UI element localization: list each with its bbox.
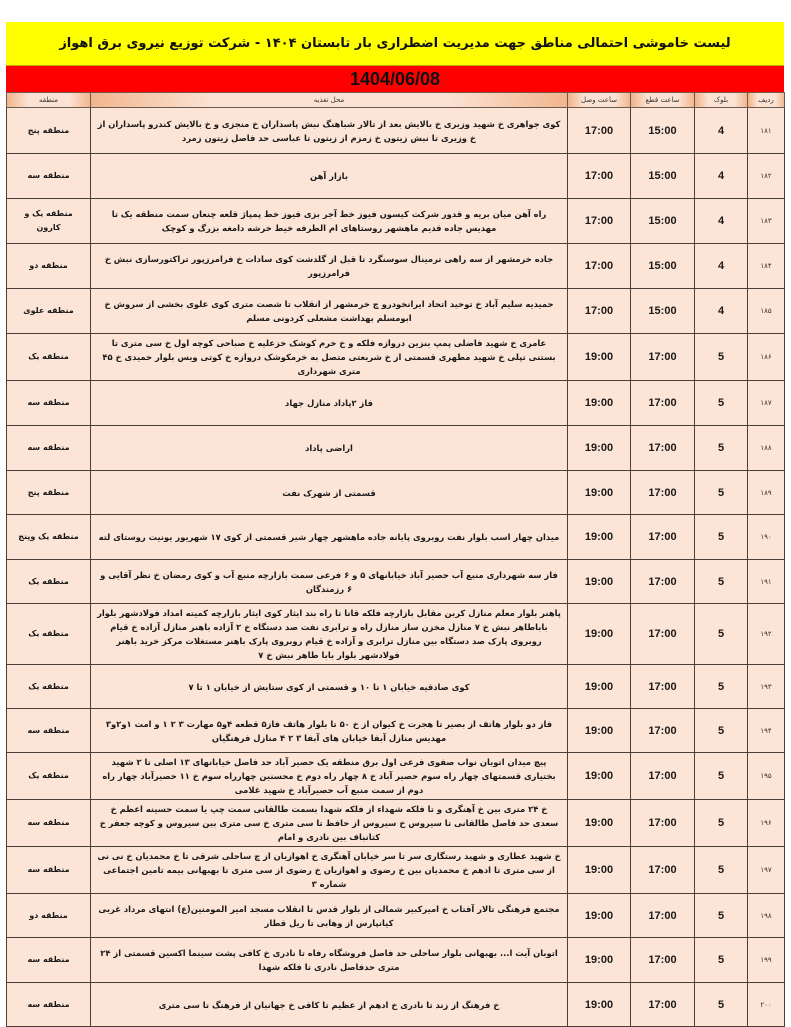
on-time-cell: 19:00 <box>568 471 631 515</box>
block-cell: 5 <box>695 709 748 753</box>
on-time-cell: 19:00 <box>568 560 631 604</box>
location-cell: فاز دو بلوار هاتف از بصیر تا هجرت خ کیوان از خ ۵۰ تا بلوار هاتف فاز۵ قطعه ۴و۵ مهارت ۳ ۲ ۱ و امت ۱و۲و۳ مهدیس منازل آبفا خیابان های آبفا ۳ ۲ ۴ منازل فرهنگیان <box>91 709 568 753</box>
block-cell: 5 <box>695 847 748 894</box>
block-cell: 5 <box>695 983 748 1027</box>
on-time-cell: 17:00 <box>568 108 631 154</box>
on-time-cell: 19:00 <box>568 800 631 847</box>
table-row <box>7 709 785 753</box>
region-cell: منطقه سه <box>7 847 91 894</box>
location-cell: حمیدیه سلیم آباد خ توحید اتحاد ایرانخودرو چ خرمشهر از انقلاب تا شصت متری کوی علوی بخشی از سروش خ ابومسلم بهداشت مشعلی کردونی مسلم <box>91 289 568 334</box>
block-cell: 4 <box>695 199 748 244</box>
location-cell: کوی صادقیه خیابان ۱ تا ۱۰ و قسمتی از کوی ستایش از خیابان ۱ تا ۷ <box>91 665 568 709</box>
table-header-row <box>7 93 785 108</box>
on-time-cell: 19:00 <box>568 334 631 381</box>
table-row <box>7 938 785 983</box>
block-cell: 4 <box>695 108 748 154</box>
row-number-cell: ۱۸۲ <box>748 154 785 199</box>
outage-table <box>6 92 785 1027</box>
location-cell: اراضی پاداد <box>91 426 568 471</box>
off-time-cell: 17:00 <box>631 515 695 560</box>
on-time-cell: 19:00 <box>568 847 631 894</box>
location-cell: مجتمع فرهنگی تالار آفتاب خ امیرکبیر شمالی از بلوار قدس تا انقلاب مسجد امیر المومنین(ع) انتهای مرداد غربی کیانپارس از وهابی تا ریل قطار <box>91 894 568 938</box>
region-cell: منطقه پنج <box>7 471 91 515</box>
block-cell: 5 <box>695 938 748 983</box>
off-time-cell: 17:00 <box>631 426 695 471</box>
region-cell: منطقه سه <box>7 709 91 753</box>
row-number-cell: ۱۹۱ <box>748 560 785 604</box>
document-title: لیست خاموشی احتمالی مناطق جهت مدیریت اضطراری بار تابستان ۱۴۰۴ - شرکت توزیع نیروی برق اهواز <box>6 22 784 66</box>
row-number-cell: ۲۰۰ <box>748 983 785 1027</box>
off-time-cell: 17:00 <box>631 938 695 983</box>
block-cell: 5 <box>695 471 748 515</box>
table-row <box>7 847 785 894</box>
on-time-cell: 19:00 <box>568 983 631 1027</box>
off-time-cell: 17:00 <box>631 847 695 894</box>
off-time-cell: 15:00 <box>631 154 695 199</box>
table-row <box>7 983 785 1027</box>
off-time-cell: 17:00 <box>631 334 695 381</box>
block-cell: 5 <box>695 604 748 665</box>
location-cell: جاده خرمشهر از سه راهی ترمینال سوسنگرد تا قبل از گلدشت کوی سادات خ فرامرزپور تراکتورسازی نبش خ فرامرزپور <box>91 244 568 289</box>
on-time-cell: 17:00 <box>568 289 631 334</box>
outage-schedule-sheet <box>6 22 784 1027</box>
row-number-cell: ۱۸۵ <box>748 289 785 334</box>
region-cell: منطقه سه <box>7 154 91 199</box>
block-cell: 5 <box>695 515 748 560</box>
row-number-cell: ۱۹۳ <box>748 665 785 709</box>
header-off-time: ساعت قطع <box>631 93 695 108</box>
table-row <box>7 289 785 334</box>
on-time-cell: 19:00 <box>568 894 631 938</box>
table-row <box>7 244 785 289</box>
off-time-cell: 17:00 <box>631 604 695 665</box>
off-time-cell: 15:00 <box>631 199 695 244</box>
header-row-number: ردیف <box>748 93 785 108</box>
table-row <box>7 426 785 471</box>
region-cell: منطقه یک <box>7 560 91 604</box>
block-cell: 5 <box>695 753 748 800</box>
off-time-cell: 17:00 <box>631 894 695 938</box>
region-cell: منطقه یک و کارون <box>7 199 91 244</box>
location-cell: پیچ میدان اتوبان نواب صفوی فرعی اول برق منطقه یک حصیر آباد حد فاصل خیابانهای ۱۳ اصلی تا ۲ شهید بختیاری قسمتهای چهار راه سوم حصیر آباد خ ۸ چهار راه دوم خ محسنین چهارراه سوم خ ۱۱ حصیرآباد چهار راه دوم از سمت منبع آب حصیرآباد خ شهید غلامی <box>91 753 568 800</box>
on-time-cell: 17:00 <box>568 244 631 289</box>
table-row <box>7 108 785 154</box>
table-row <box>7 604 785 665</box>
block-cell: 5 <box>695 560 748 604</box>
block-cell: 5 <box>695 894 748 938</box>
schedule-date: 1404/06/08 <box>6 66 784 92</box>
region-cell: منطقه سه <box>7 800 91 847</box>
row-number-cell: ۱۹۷ <box>748 847 785 894</box>
region-cell: منطقه یک <box>7 604 91 665</box>
row-number-cell: ۱۹۵ <box>748 753 785 800</box>
row-number-cell: ۱۸۳ <box>748 199 785 244</box>
region-cell: منطقه یک <box>7 665 91 709</box>
block-cell: 5 <box>695 381 748 426</box>
block-cell: 5 <box>695 334 748 381</box>
on-time-cell: 19:00 <box>568 709 631 753</box>
location-cell: خ فرهنگ از زند تا نادری خ ادهم از عظیم تا کافی خ جهانیان از فرهنگ تا سی متری <box>91 983 568 1027</box>
row-number-cell: ۱۸۱ <box>748 108 785 154</box>
table-row <box>7 199 785 244</box>
on-time-cell: 19:00 <box>568 665 631 709</box>
on-time-cell: 17:00 <box>568 154 631 199</box>
on-time-cell: 19:00 <box>568 381 631 426</box>
region-cell: منطقه علوی <box>7 289 91 334</box>
table-row <box>7 471 785 515</box>
off-time-cell: 15:00 <box>631 108 695 154</box>
row-number-cell: ۱۸۹ <box>748 471 785 515</box>
region-cell: منطقه یک وپنج <box>7 515 91 560</box>
on-time-cell: 19:00 <box>568 515 631 560</box>
block-cell: 5 <box>695 426 748 471</box>
off-time-cell: 17:00 <box>631 983 695 1027</box>
row-number-cell: ۱۸۷ <box>748 381 785 426</box>
header-location: محل تغذیه <box>91 93 568 108</box>
block-cell: 5 <box>695 800 748 847</box>
location-cell: پاهنر بلوار معلم منازل کربن مقابل بازارچه فلکه قانا تا راه بند ایثار کوی ایثار بازارچه کمیته امداد فولادشهر بلوار باباطاهر نبش خ ۷ منازل مخزن ساز منازل راه و ترابری نفت صد دستگاه خ ۲ آزاده باهنر منازل آزاده خ قیام روبروی پارک صد دستگاه بین منازل ترابری و آزاده خ قیام روبروی پارک باهنر مستغلات مرکز خرید باهنر فولادشهر بلوار بابا طاهر نبش خ ۷ <box>91 604 568 665</box>
off-time-cell: 17:00 <box>631 381 695 426</box>
row-number-cell: ۱۹۰ <box>748 515 785 560</box>
region-cell: منطقه سه <box>7 381 91 426</box>
region-cell: منطقه دو <box>7 244 91 289</box>
off-time-cell: 15:00 <box>631 244 695 289</box>
block-cell: 5 <box>695 665 748 709</box>
off-time-cell: 17:00 <box>631 709 695 753</box>
table-row <box>7 665 785 709</box>
block-cell: 4 <box>695 244 748 289</box>
location-cell: فاز ۲پاداد منازل جهاد <box>91 381 568 426</box>
table-row <box>7 894 785 938</box>
location-cell: راه آهن میان بریه و قدور شرکت کیسون فیوز خط آجر بزی فیوز خط پمپاژ قلعه چنعان سمت منطقه یک تا مهدیس جاده قدیم ماهشهر روستاهای ام الطرفه خیط خرشه دامغه بزرگ و کوچک <box>91 199 568 244</box>
table-row <box>7 381 785 426</box>
row-number-cell: ۱۹۴ <box>748 709 785 753</box>
table-row <box>7 560 785 604</box>
location-cell: کوی جواهری خ شهید وزیری خ بالایش بعد از تالار شباهنگ نبش پاسداران خ منجزی و خ بالایش کندرو پاسداران از خ وزیری تا نبش زیتون خ زمزم از زیتون تا عباسی حد فاصل زیتون زمرد <box>91 108 568 154</box>
region-cell: منطقه سه <box>7 426 91 471</box>
location-cell: بازار آهن <box>91 154 568 199</box>
location-cell: اتوبان آیت ا... بهبهانی بلوار ساحلی حد فاصل فروشگاه رفاه تا نادری خ کافی پشت سینما اکسین قسمتی از ۲۴ متری حدفاصل نادری تا فلکه شهدا <box>91 938 568 983</box>
off-time-cell: 15:00 <box>631 289 695 334</box>
row-number-cell: ۱۹۲ <box>748 604 785 665</box>
location-cell: عامری خ شهید فاضلی پمپ بنزین دروازه فلکه و خ خرم کوشک خزعلیه خ صباحی کوچه اول خ سی متری تا بستنی تپلی خ شهید مطهری قسمتی از خ شریعتی متصل به خرمکوشک دروازه خ کوتی ویس بلوار حمیدی خ ۴۵ متری شهرداری <box>91 334 568 381</box>
location-cell: قسمتی از شهرک نفت <box>91 471 568 515</box>
header-region: منطقه <box>7 93 91 108</box>
table-row <box>7 154 785 199</box>
on-time-cell: 19:00 <box>568 426 631 471</box>
region-cell: منطقه دو <box>7 894 91 938</box>
row-number-cell: ۱۸۸ <box>748 426 785 471</box>
row-number-cell: ۱۹۹ <box>748 938 785 983</box>
location-cell: خ شهید عطاری و شهید رستگاری سر تا سر خیابان آهنگری خ اهوازیان از چ ساحلی شرقی تا خ محمدیان خ نی نی از سی متری تا ادهم خ محمدیان بین خ رضوی و اهوازیان خ رضوی از سی متری تا بهبهانی بیمه تامین اجتماعی شماره ۳ <box>91 847 568 894</box>
region-cell: منطقه سه <box>7 983 91 1027</box>
location-cell: خ ۲۴ متری بین خ آهنگری و تا فلکه شهداء از فلکه شهدا بسمت طالقانی سمت چپ یا سمت حسینه اعظم خ سعدی حد فاصل طالقانی تا سیروس خ سیروس از حافظ تا سی متری خ سی متری بین سیروس و کوچه جعفر خ کتانباف بین نادری و امام <box>91 800 568 847</box>
header-on-time: ساعت وصل <box>568 93 631 108</box>
table-row <box>7 800 785 847</box>
off-time-cell: 17:00 <box>631 560 695 604</box>
block-cell: 4 <box>695 289 748 334</box>
location-cell: فاز سه شهرداری منبع آب حصیر آباد خیابانهای ۵ و ۶ فرعی سمت بازارچه منبع آب و کوی رمضان خ نظر آقایی و ۶ رزمندگان <box>91 560 568 604</box>
row-number-cell: ۱۸۴ <box>748 244 785 289</box>
region-cell: منطقه پنج <box>7 108 91 154</box>
on-time-cell: 19:00 <box>568 604 631 665</box>
on-time-cell: 17:00 <box>568 199 631 244</box>
row-number-cell: ۱۸۶ <box>748 334 785 381</box>
region-cell: منطقه یک <box>7 334 91 381</box>
table-row <box>7 334 785 381</box>
off-time-cell: 17:00 <box>631 753 695 800</box>
row-number-cell: ۱۹۸ <box>748 894 785 938</box>
region-cell: منطقه سه <box>7 938 91 983</box>
on-time-cell: 19:00 <box>568 753 631 800</box>
off-time-cell: 17:00 <box>631 471 695 515</box>
region-cell: منطقه یک <box>7 753 91 800</box>
row-number-cell: ۱۹۶ <box>748 800 785 847</box>
off-time-cell: 17:00 <box>631 800 695 847</box>
table-row <box>7 753 785 800</box>
block-cell: 4 <box>695 154 748 199</box>
off-time-cell: 17:00 <box>631 665 695 709</box>
table-row <box>7 515 785 560</box>
location-cell: میدان چهار اسب بلوار نفت روبروی پایانه جاده ماهشهر چهار شیر قسمتی از کوی ۱۷ شهریور یونیت روستای لته <box>91 515 568 560</box>
header-block: بلوک <box>695 93 748 108</box>
on-time-cell: 19:00 <box>568 938 631 983</box>
